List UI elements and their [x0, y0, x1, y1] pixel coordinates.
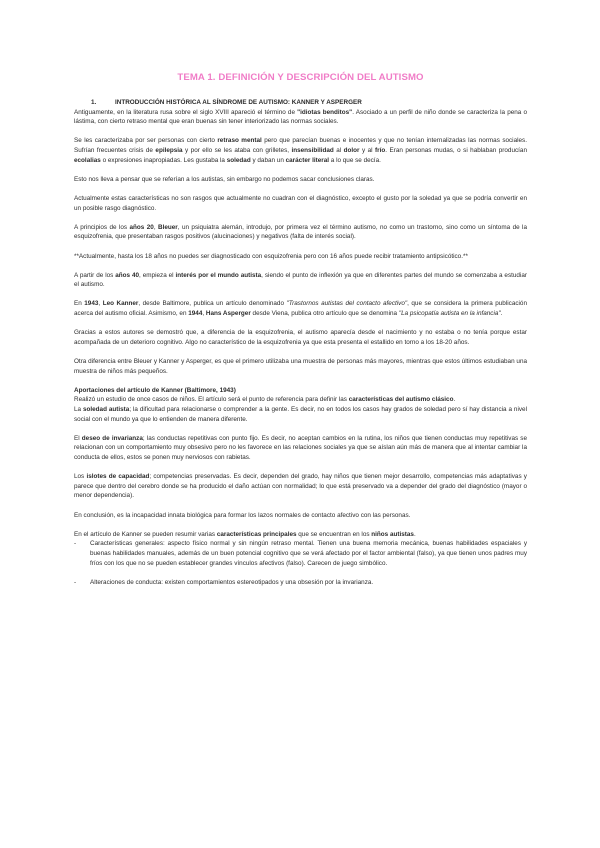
- subheading-aportaciones: Aportaciones del artículo de Kanner (Baltimore, 1943): [74, 386, 236, 394]
- paragraph-diferencia-muestras: Otra diferencia entre Bleuer y Kanner y Asperger, es que el primero utilizaba una muestra de personas más mayores, mientras que estos últimos estudiaban una muestra de niños más pequeños.: [74, 358, 527, 375]
- paragraph-bleuer: A principios de los años 20, Bleuer, un psiquiatra alemán, introdujo, por primera vez el término autismo, no como un trastorno, sino como un síntoma de la esquizofrenia, que presentaban rasgos positivos (alucinaciones) y negativos (falta de interés social).: [74, 223, 527, 241]
- paragraph-deseo-invarianza: El deseo de invarianza; las conductas repetitivas con punto fijo. Es decir, no aceptan cambios en la rutina, los niños que tienen conductas muy repetitivas se relacionan con un comportamiento muy obsesivo pero no les favorece en las relaciones sociales ya que se aíslan aún más de manera que al intentar cambiar la conducta de ellos, estos se ponen muy nerviosos con rabietas.: [74, 434, 527, 461]
- paragraph-nota-esquizofrenia: **Actualmente, hasta los 18 años no puedes ser diagnosticado con esquizofrenia pero con 16 años puede recibir tratamiento antipsicótico.**: [74, 252, 468, 260]
- paragraph-conclusiones: Esto nos lleva a pensar que se referían a los autistas, sin embargo no podemos sacar conclusiones claras.: [74, 175, 375, 183]
- paragraph-caracteristicas: Se les caracterizaba por ser personas con cierto retraso mental pero que parecían buenas e inocentes y que no tenían internalizadas las normas sociales. Sufrían frecuentes crisis de epilepsia y por ello se les ataba con grilletes, insensibilidad al dolor y al frío. Eran personas mudas, o si hablaban producían ecolalias o expresiones inapropiadas. Les gustaba la soledad y daban un carácter literal a lo que se decía.: [74, 137, 527, 164]
- document-title: TEMA 1. DEFINICIÓN Y DESCRIPCIÓN DEL AUTISMO: [177, 72, 424, 83]
- section-title: INTRODUCCIÓN HISTÓRICA AL SÍNDROME DE AUTISMO: KANNER Y ASPERGER: [115, 99, 362, 106]
- paragraph-diferencia-esquizofrenia: Gracias a estos autores se demostró que, a diferencia de la esquizofrenia, el autismo aparecía desde el nacimiento y no estaba o no tenía porque estar acompañada de un deterioro cognitivo. Algo no característico de la esquizofrenia ya que esta presenta el estallido en torno a los 18-20 años.: [74, 329, 527, 346]
- list-item: - Alteraciones de conducta: existen comportamientos estereotipados y una obsesión por la invarianza.: [74, 578, 374, 586]
- paragraph-kanner-asperger: En 1943, Leo Kanner, desde Baltimore, publica un artículo denominado "Trastornos autistas del contacto afectivo", que se considera la primera publicación acerca del autismo oficial. Asimismo, en 1944, Hans Asperger desde Viena, publica otro artículo que se denomina "La psicopatía autista en la infancia".: [74, 300, 527, 318]
- paragraph-actualmente: Actualmente estas características no son rasgos que actualmente no cuadran con el diagnóstico, excepto el gusto por la soledad ya que se podría convertir en un posible rasgo diagnóstico.: [74, 194, 527, 212]
- section-number: 1.: [91, 99, 97, 106]
- paragraph-conclusion: En conclusión, es la incapacidad innata biológica para formar los lazos normales de contacto afectivo con las personas.: [74, 511, 411, 519]
- dash-bullet-icon: -: [74, 540, 77, 548]
- characteristics-list: [74, 539, 527, 587]
- paragraph-soledad-autista: La soledad autista; la dificultad para relacionarse o comprender a la gente. Es decir, no en todos los casos hay grados de soledad pero sí hay distancia a nivel social con el mundo ya que lo entienden de manera diferente.: [74, 406, 527, 423]
- paragraph-idiotas-benditos: Antiguamente, en la literatura rusa sobre el siglo XVIII apareció el término de "idiotas benditos". Asociado a un perfil de niño donde se caracteriza la pena o lástima, con cierto retraso mental que eran buenas sin tener interiorizado las normas sociales.: [74, 108, 527, 126]
- paragraph-anos-40: A partir de los años 40, empieza el interés por el mundo autista, siendo el punto de inflexión ya que en diferentes partes del mundo se comenzaba a estudiar el autismo.: [74, 271, 527, 289]
- dash-bullet-icon: -: [74, 578, 77, 586]
- paragraph-islotes-capacidad: Los islotes de capacidad; competencias preservadas. Es decir, dependen del grado, hay niños que tienen mejor desarrollo, competencias más adaptativas y parece que dentro del cerebro donde se ha producido el daño actúan con normalidad; lo que está preservado va a depender del grado del diagnóstico (mayor o menor dependencia).: [74, 473, 527, 500]
- paragraph-caracteristicas-principales: En el artículo de Kanner se pueden resumir varias características principales que se encuentran en los niños autistas.: [74, 530, 416, 538]
- section-heading: [74, 98, 527, 108]
- paragraph-estudio-once-casos: Realizó un estudio de once casos de niños. El artículo será el punto de referencia para definir las características del autismo clásico.: [74, 396, 456, 404]
- list-item: - Características generales: aspecto físico normal y sin ningún retraso mental. Tienen una buena memoria mecánica, buenas habilidades espaciales y buenas habilidades manuales, además de un buen potencial cognitivo que se verá afectado por el factor ambiental (falso), ya que tienen unos padres muy fríos con los que no se pueden establecer grandes vínculos afectivos (falso). Carecen de juego simbólico.: [74, 540, 527, 567]
